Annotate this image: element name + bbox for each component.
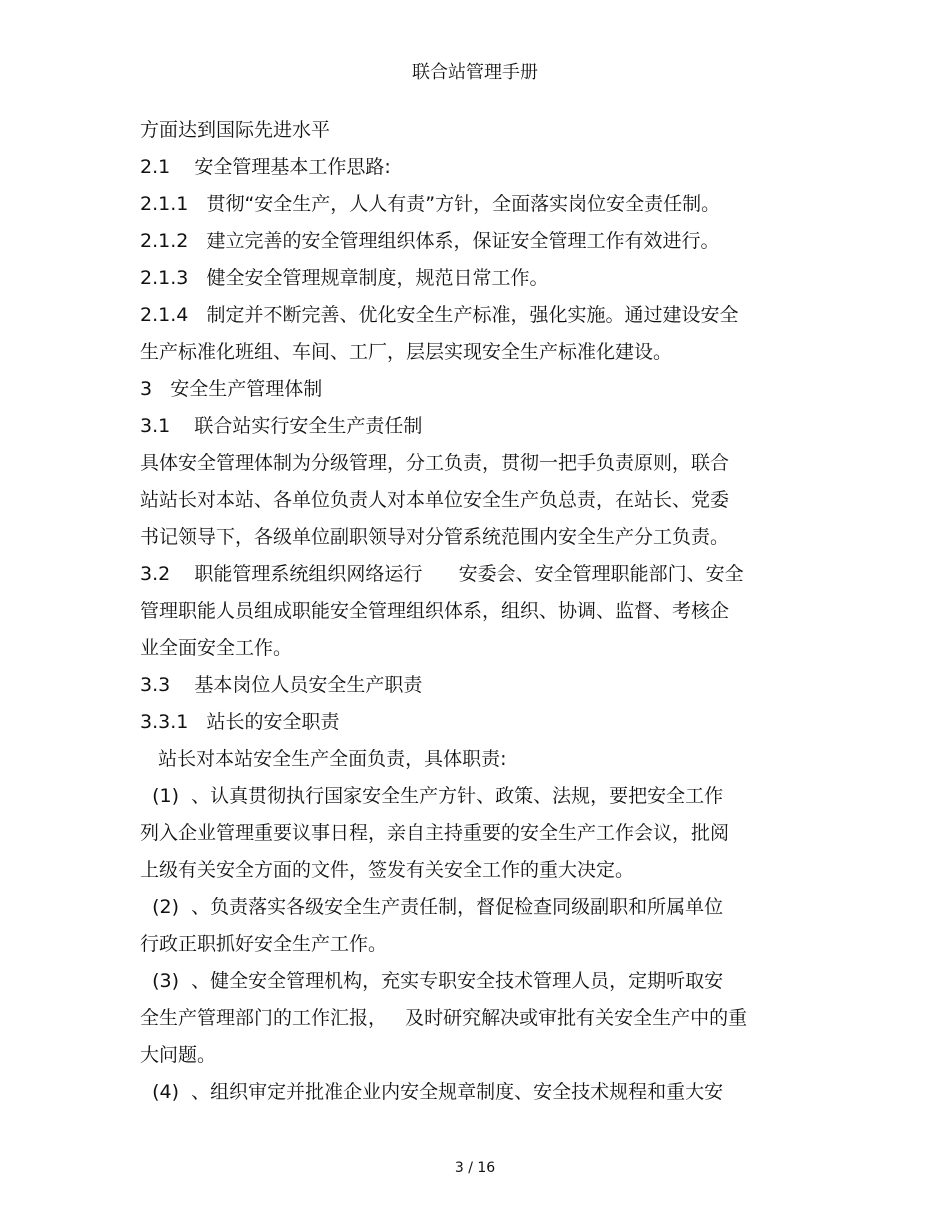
page-number-separator: /	[468, 1160, 473, 1176]
text-line: 业全面安全工作。	[140, 637, 293, 659]
text-line: 站站长对本站、各单位负责人对本单位安全生产负总责，在站长、党委	[140, 489, 730, 511]
text-line: 3.1 联合站实行安全生产责任制	[140, 415, 423, 437]
document-title: 联合站管理手册	[412, 62, 538, 83]
text-line: 2.1.3 健全安全管理规章制度，规范日常工作。	[140, 267, 549, 289]
text-line: 具体安全管理体制为分级管理，分工负责，贯彻一把手负责原则，联合	[140, 452, 730, 474]
text-line: 3.3.1 站长的安全职责	[140, 711, 340, 733]
text-line: 上级有关安全方面的文件，签发有关安全工作的重大决定。	[140, 859, 635, 881]
page-number-current: 3	[454, 1160, 464, 1176]
text-line: 书记领导下，各级单位副职领导对分管系统范围内安全生产分工负责。	[140, 526, 730, 548]
text-line: (4) 、组织审定并批准企业内安全规章制度、安全技术规程和重大安	[140, 1081, 724, 1103]
text-line: 站长对本站安全生产全面负责，具体职责:	[140, 748, 507, 770]
text-line: 全生产管理部门的工作汇报， 及时研究解决或审批有关安全生产中的重	[140, 1007, 748, 1029]
text-line: (1) 、认真贯彻执行国家安全生产方针、政策、法规，要把安全工作	[140, 785, 724, 807]
text-line: 2.1 安全管理基本工作思路:	[140, 156, 391, 178]
text-line: (2) 、负责落实各级安全生产责任制，督促检查同级副职和所属单位	[140, 896, 724, 918]
page-number-total: 16	[477, 1160, 496, 1176]
text-line: 生产标准化班组、车间、工厂，层层实现安全生产标准化建设。	[140, 341, 673, 363]
text-line: 3.3 基本岗位人员安全生产职责	[140, 674, 423, 696]
page-footer	[0, 1158, 950, 1178]
text-line: 列入企业管理重要议事日程，亲自主持重要的安全生产工作会议，批阅	[140, 822, 730, 844]
document-body	[140, 112, 840, 1111]
text-line: 方面达到国际先进水平	[140, 119, 331, 141]
text-line: (3) 、健全安全管理机构，充实专职安全技术管理人员，定期听取安	[140, 970, 724, 992]
text-line: 2.1.4 制定并不断完善、优化安全生产标准，强化实施。通过建设安全	[140, 304, 739, 326]
text-line: 大问题。	[140, 1044, 217, 1066]
page-header	[0, 60, 950, 86]
text-line: 3.2 职能管理系统组织网络运行 安委会、安全管理职能部门、安全	[140, 563, 744, 585]
text-line: 2.1.1 贯彻“安全生产，人人有责”方针，全面落实岗位安全责任制。	[140, 193, 721, 215]
text-line: 2.1.2 建立完善的安全管理组织体系，保证安全管理工作有效进行。	[140, 230, 720, 252]
text-line: 3 安全生产管理体制	[140, 378, 323, 400]
text-line: 管理职能人员组成职能安全管理组织体系，组织、协调、监督、考核企	[140, 600, 730, 622]
text-line: 行政正职抓好安全生产工作。	[140, 933, 388, 955]
